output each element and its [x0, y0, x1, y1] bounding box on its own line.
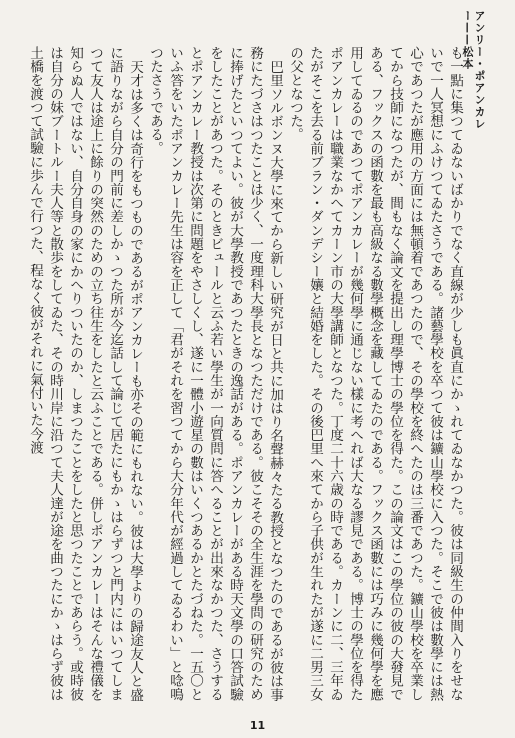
page-number: 11: [249, 719, 266, 732]
body-text: [25, 46, 465, 701]
paragraph: 天才は多くは奇行をもつものであるがポアンカレーも亦その範にもれない。彼は大學よりの歸途友人と盛に語りながら自分の門前に差しかゝつた所が今迄話して論じて居たにもかゝはらずつと門内にはいつてしまつて友人は途上に餘りの突然のための立ち往生をしたと云ふことである。併しポアンカレーはそんな禮儀を知らぬ人ではない、自分自身の家にかへりついたのか、しまつたことをしたと思つたことであらう。或時彼は自分の妹ブートルー夫人等と散歩をしてゐた、その時川岸に沿つて夫人達が途を曲つたにかゝはらず彼は土橋を渡つて試驗に歩んで行つた、程なく彼がそれに氣付いた今渡: [27, 46, 143, 701]
running-header: アンリー・ポアンカレー——松本: [461, 10, 486, 130]
paragraph: 巴里ソルボンヌ大學に來てから新しい研究が日と共に加はり名聲赫々たる教授となつたのであるが彼は事務にたづさはつたことは少く、一度理科大學長となつただけである。彼こそその全生涯を學問の研究のために捧げたといつてよい。彼が大學教授であつたときの逸話がある。ポアンカレーがある時天文學の口答試驗をしたことがあつた。そのときビュールと云ふ若い學生が一向質問に答へることが出來なかつた、さうするとポアンカレー教授は次第に問題をやさしくし、遂に一體小遊星の數はいくつあるかとたづねた。一五〇といふ答をいたポアンカレー先生は容を正して「君がそれを習つてから大分年代が經過してゐるわい」と唸鳴つたさうである。: [147, 46, 283, 701]
paragraph: も一點に集つてゐないばかりでなく直線が少しも眞直にかゝれてゐなかつた。彼は同級生の仲間入りをせないで一人冥想にふけつてゐたさうである。諸藝學校を卒つて彼は鑛山學校に入つた。そこで彼は數學には熱心であつたが應用の方面には無頓着であつたので、その學校を終へたのは三番であつた。鑛山學校を卒業してから技師になつたが、間もなく論文を提出し理學博士の學位を得た。この論文はこの學位の彼の大發見である、フックスの函數を最も高級なる數學概念を藏してゐたのである。フックス函數には巧みに幾何學を應用してゐるのであつてポアンカレーが幾何學に通じない樣に考へれば大なる謬見である。博士の學位を得たポアンカレーは職業なかへてカーン市の大學講師となつた。丁度二十六歳の時である。カーンに二、三年ゐたがそこを去る前ブラン・ダンデシー孃と結婚をした。その後巴里へ來てから子供が生れたが遂に二男三女の父となつた。: [287, 46, 463, 701]
